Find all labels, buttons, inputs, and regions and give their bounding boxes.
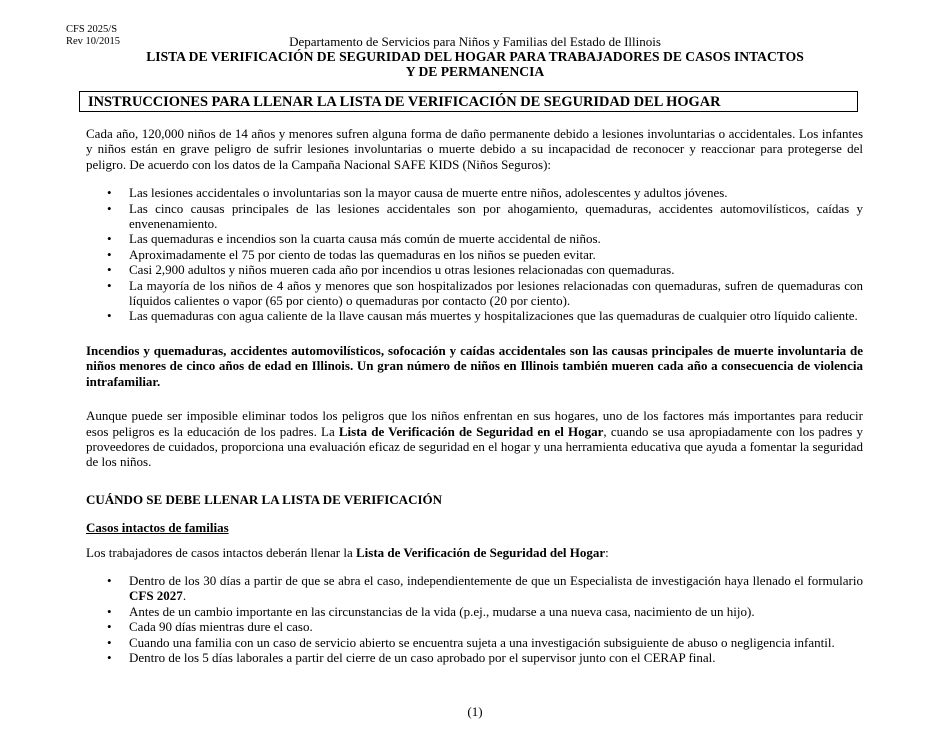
list-item: • Dentro de los 5 días laborales a partir del cierre de un caso aprobado por el supervisor junto con el CERAP final. (107, 649, 716, 665)
form-revision: Rev 10/2015 (66, 36, 120, 47)
bold-paragraph: Incendios y quemaduras, accidentes automovilísticos, sofocación y caídas accidentales son las causas principales de muerte involuntaria de niños menores de cinco años de edad en Illinois. Un gran número de niños en Illinois también mueren cada año a consecuencia de violencia intrafamiliar. (86, 342, 863, 389)
bullet-icon: • (107, 619, 112, 635)
bullet-icon: • (107, 277, 112, 293)
bullet-icon: • (107, 634, 112, 650)
checklist-name: Lista de Verificación de Seguridad en el Hogar (338, 423, 604, 439)
bullet-icon: • (107, 262, 112, 278)
list-item: • Cada 90 días mientras dure el caso. (107, 619, 313, 635)
bullet-icon: • (107, 649, 112, 665)
intact-intro: Los trabajadores de casos intactos deberán llenar la Lista de Verificación de Seguridad del Hogar: (86, 544, 609, 560)
list-item: • La mayoría de los niños de 4 años y menores que son hospitalizados por lesiones relacionadas con quemaduras, sufren de quemaduras con líquidos calientes o vapor (65 por ciento) o quemaduras por contacto (20 por ciento). (107, 277, 863, 309)
document-body (86, 126, 863, 665)
form-number: CFS 2025/S (66, 24, 118, 35)
when-heading: CUÁNDO SE DEBE LLENAR LA LISTA DE VERIFICACIÓN (86, 491, 443, 507)
intact-subheading: Casos intactos de familias (86, 520, 229, 536)
document-title (0, 49, 950, 79)
list-item: • Cuando una familia con un caso de servicio abierto se encuentra sujeta a una investigación subsiguiente de abuso o negligencia infantil. (107, 634, 835, 650)
form-reference: CFS 2027 (129, 588, 183, 604)
bullet-icon: • (107, 246, 112, 262)
bullet-icon: • (107, 185, 112, 201)
facts-list (86, 185, 863, 324)
checklist-name: Lista de Verificación de Seguridad del Hogar (356, 544, 606, 560)
document-title-line-1: LISTA DE VERIFICACIÓN DE SEGURIDAD DEL HOGAR PARA TRABAJADORES DE CASOS INTACTOS (146, 49, 804, 64)
list-item: • Casi 2,900 adultos y niños mueren cada año por incendios u otras lesiones relacionadas con quemaduras. (107, 262, 675, 278)
section-box-title: INSTRUCCIONES PARA LLENAR LA LISTA DE VERIFICACIÓN DE SEGURIDAD DEL HOGAR (79, 91, 858, 112)
bullet-icon: • (107, 231, 112, 247)
bullet-icon: • (107, 572, 112, 588)
document-title-line-2: Y DE PERMANENCIA (405, 64, 545, 79)
list-item: • Aproximadamente el 75 por ciento de todas las quemaduras en los niños se pueden evitar. (107, 246, 596, 262)
bullet-icon: • (107, 603, 112, 619)
list-item: • Las cinco causas principales de las lesiones accidentales son por ahogamiento, quemaduras, accidentes automovilísticos, caídas y envenenamiento. (107, 200, 863, 232)
bullet-icon: • (107, 308, 112, 324)
bullet-icon: • (107, 200, 112, 216)
checklist-paragraph: Aunque puede ser imposible eliminar todos los peligros que los niños enfrentan en sus hogares, uno de los factores más importantes para reducir esos peligros es la educación de los padres. La Lista de Verificación de Seguridad en el Hogar, cuando se usa apropiadamente con los padres y proveedores de cuidados, proporciona una evaluación eficaz de seguridad en el hogar y una herramienta educativa que ayuda a fomentar la seguridad de los niños. (86, 408, 863, 470)
list-item: • Las quemaduras e incendios son la cuarta causa más común de muerte accidental de niños. (107, 231, 601, 247)
list-item: • Dentro de los 30 días a partir de que se abra el caso, independientemente de que un Especialista de investigación haya llenado el formulario CFS 2027. (107, 572, 863, 604)
intro-paragraph: Cada año, 120,000 niños de 14 años y menores sufren alguna forma de daño permanente debido a lesiones involuntarias o accidentales. Los infantes y niños están en grave peligro de sufrir lesiones involuntarias o muerte debido a su incapacidad de reconocer y reaccionar para protegerse del peligro. De acuerdo con los datos de la Campaña Nacional SAFE KIDS (Niños Seguros): (86, 126, 863, 172)
department-name: Departamento de Servicios para Niños y Familias del Estado de Illinois (289, 34, 661, 49)
intact-list (86, 573, 863, 665)
list-item: • Antes de un cambio importante en las circunstancias de la vida (p.ej., mudarse a una nueva casa, nacimiento de un hijo). (107, 603, 755, 619)
page-number: (1) (467, 704, 483, 719)
list-item: • Las quemaduras con agua caliente de la llave causan más muertes y hospitalizaciones que las quemaduras de cualquier otro líquido caliente. (107, 308, 858, 324)
list-item: • Las lesiones accidentales o involuntarias son la mayor causa de muerte entre niños, adolescentes y adultos jóvenes. (107, 185, 728, 201)
